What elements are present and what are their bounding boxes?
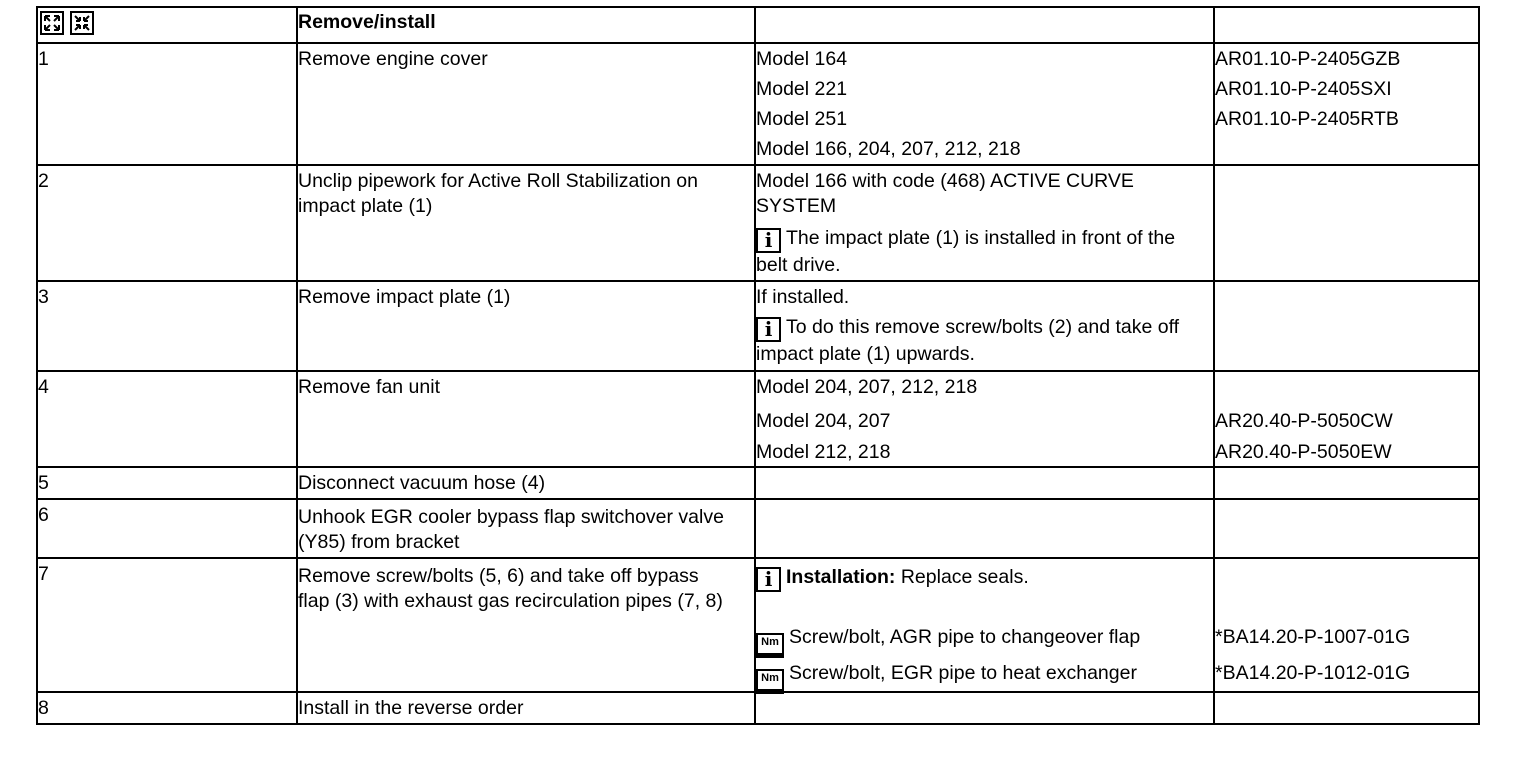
step-text: Remove screw/bolts (5, 6) and take off bypass flap (3) with exhaust gas recirculation pipes (7, 8) (298, 565, 723, 612)
reference-link[interactable]: AR01.10-P-2405SXI (1215, 78, 1392, 100)
condition-text: Model 204, 207, 212, 218 (756, 376, 978, 398)
table-row (37, 558, 1479, 692)
step-number: 3 (38, 286, 49, 308)
header-icons-cell (37, 7, 297, 43)
step-text: Remove fan unit (298, 376, 440, 398)
note-text-wrap (756, 559, 1213, 619)
reference-link[interactable]: AR01.10-P-2405RTB (1215, 108, 1399, 130)
condition-text: If installed. (756, 286, 850, 308)
table-row (37, 467, 1479, 499)
header-empty-cell (755, 7, 1214, 43)
condition-text: Model 166 with code (468) ACTIVE CURVE SYSTEM (756, 170, 1134, 217)
note-text: To do this remove screw/bolts (2) and take off impact plate (1) upwards. (756, 316, 1180, 365)
reference-link[interactable] (1215, 372, 1478, 404)
step-text: Remove engine cover (298, 48, 488, 70)
condition-text: Model 204, 207 (756, 410, 891, 432)
info-icon: i (756, 228, 781, 253)
procedure-table (36, 6, 1480, 725)
step-text: Unhook EGR cooler bypass flap switchover valve (Y85) from bracket (298, 506, 724, 553)
step-number: 2 (38, 170, 49, 192)
reference-link[interactable]: AR20.40-P-5050CW (1215, 410, 1393, 432)
expand-all-icon[interactable] (40, 11, 64, 35)
note-text-wrap (756, 312, 1213, 370)
step-number: 8 (38, 697, 49, 719)
condition-text: Model 251 (756, 108, 848, 130)
step-number: 5 (38, 472, 49, 494)
collapse-all-icon[interactable] (70, 11, 94, 35)
header-title: Remove/install (298, 11, 436, 33)
condition-text: Model 164 (756, 48, 848, 70)
reference-link[interactable]: *BA14.20-P-1012-01G (1215, 662, 1411, 684)
table-row (37, 692, 1479, 724)
step-text: Unclip pipework for Active Roll Stabilization on impact plate (1) (298, 170, 698, 217)
torque-text: Screw/bolt, EGR pipe to heat exchanger (789, 662, 1137, 684)
reference-link[interactable]: *BA14.20-P-1007-01G (1215, 626, 1411, 648)
condition-text: Model 166, 204, 207, 212, 218 (756, 138, 1021, 160)
note-text-wrap (756, 219, 1213, 280)
condition-text: Model 221 (756, 78, 848, 100)
info-icon: i (756, 567, 781, 592)
table-row (37, 281, 1479, 371)
table-header-row (37, 7, 1479, 43)
torque-nm-icon: Nm (756, 633, 784, 658)
step-text: Disconnect vacuum hose (4) (298, 472, 546, 494)
table-row (37, 499, 1479, 558)
torque-text: Screw/bolt, AGR pipe to changeover flap (789, 626, 1141, 648)
step-text: Remove impact plate (1) (298, 286, 511, 308)
note-label-bold: Installation: (786, 566, 896, 588)
note-text: The impact plate (1) is installed in front of the belt drive. (756, 227, 1176, 276)
note-text: Replace seals. (900, 566, 1029, 588)
table-row (37, 165, 1479, 281)
step-number: 1 (38, 48, 49, 70)
torque-nm-icon: Nm (756, 669, 784, 694)
header-empty-cell (1214, 7, 1479, 43)
table-row (37, 371, 1479, 467)
table-row (37, 43, 1479, 165)
step-text: Install in the reverse order (298, 697, 524, 719)
torque-line (756, 619, 1213, 655)
info-icon: i (756, 317, 781, 342)
step-number: 6 (38, 504, 49, 526)
torque-line (756, 655, 1213, 691)
reference-link[interactable]: AR20.40-P-5050EW (1215, 441, 1392, 463)
reference-link[interactable]: AR01.10-P-2405GZB (1215, 48, 1401, 70)
step-number: 4 (38, 376, 49, 398)
condition-text: Model 212, 218 (756, 441, 891, 463)
step-number: 7 (38, 563, 49, 585)
